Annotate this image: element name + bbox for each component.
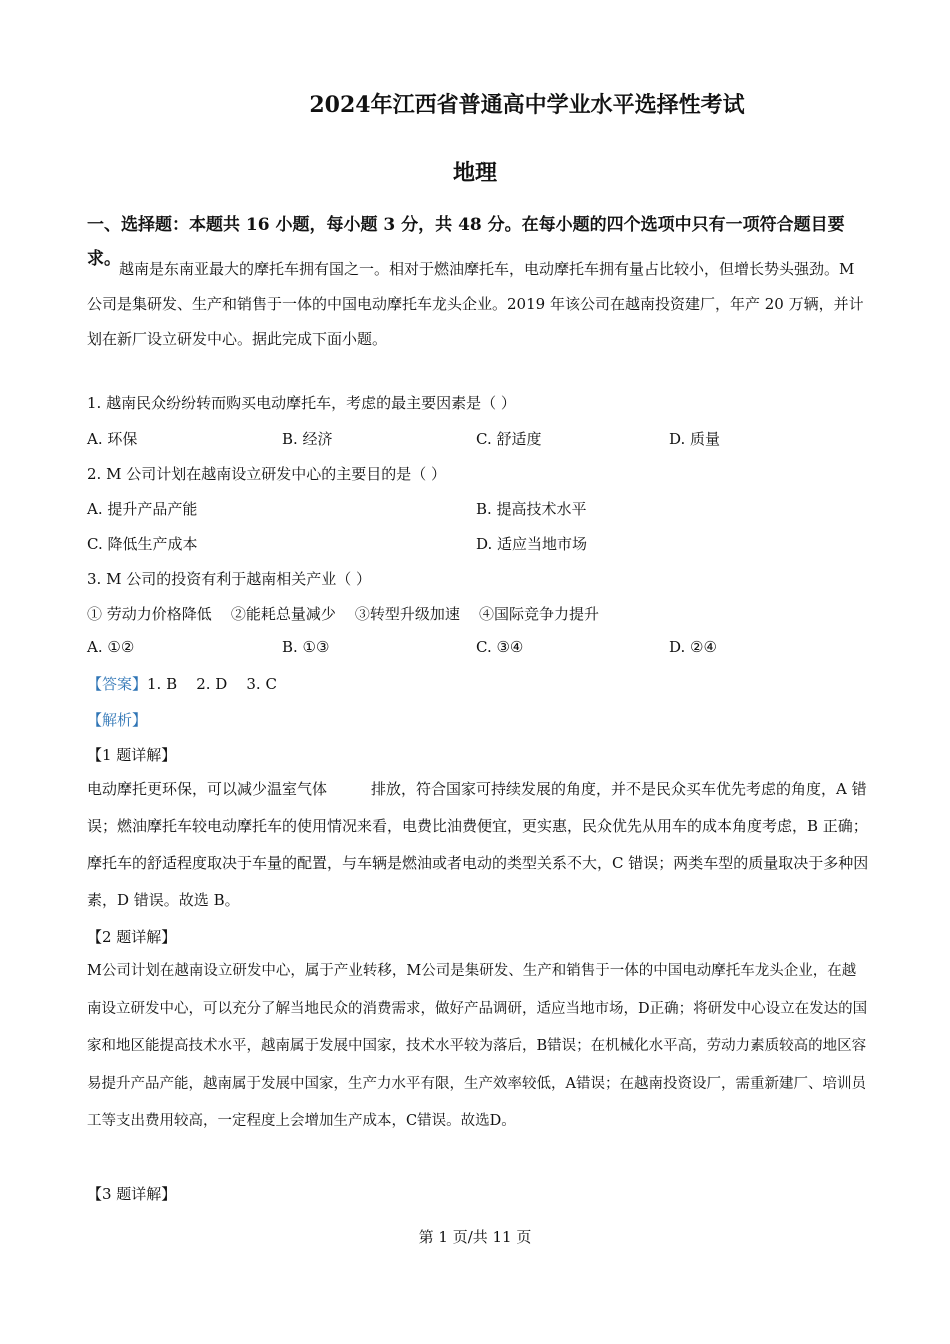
question-3-option-c: C. ③④ xyxy=(476,638,524,656)
subject-title: 地理 xyxy=(452,160,497,186)
question-1-option-c: C. 舒适度 xyxy=(476,430,542,448)
question-1-option-d: D. 质量 xyxy=(669,430,721,448)
detail-1-text-a: 电动摩托更环保，可以减少温室气体 xyxy=(87,780,328,798)
detail-1-text xyxy=(87,771,869,919)
question-3-statements: ① 劳动力价格降低 ②能耗总量减少 ③转型升级加速 ④国际竞争力提升 xyxy=(87,605,599,623)
question-2-option-d: D. 适应当地市场 xyxy=(476,535,588,553)
question-2-option-c: C. 降低生产成本 xyxy=(87,535,198,553)
question-1-option-b: B. 经济 xyxy=(282,430,333,448)
question-3-option-b: B. ①③ xyxy=(282,638,330,656)
intro-passage: 越南是东南亚最大的摩托车拥有国之一。相对于燃油摩托车，电动摩托车拥有量占比较小，但增长势头强劲。M 公司是集研发、生产和销售于一体的中国电动摩托车龙头企业。2019 年该公司在越南投资建厂，年产 20 万辆，并计划在新厂设立研发中心。据此完成下面小题。 xyxy=(87,260,864,348)
question-3-stem: 3. M 公司的投资有利于越南相关产业（ ） xyxy=(87,570,371,588)
answer-label: 【答案】 xyxy=(87,675,148,693)
question-3-option-a: A. ①② xyxy=(87,638,135,656)
analysis-label: 【解析】 xyxy=(87,711,148,729)
answer-text: 1. B 2. D 3. C xyxy=(147,675,277,693)
detail-2-text: M公司计划在越南设立研发中心，属于产业转移，M公司是集研发、生产和销售于一体的中国电动摩托车龙头企业，在越南设立研发中心，可以充分了解当地民众的消费需求，做好产品调研，适应当地市场，D正确；将研发中心设立在发达的国家和地区能提高技术水平，越南属于发展中国家，技术水平较为落后，B错误；在机械化水平高，劳动力素质较高的地区容易提升产品产能，越南属于发展中国家，生产力水平有限，生产效率较低，A错误；在越南投资设厂，需重新建厂、培训员工等支出费用较高，一定程度上会增加生产成本，C错误。故选D。 xyxy=(87,963,868,1129)
question-2-option-b: B. 提高技术水平 xyxy=(476,500,587,518)
page-footer: 第 1 页/共 11 页 xyxy=(418,1228,532,1246)
detail-1-text-b: 排放，符合国家可持续发展的角度，并不是民众买车优先考虑的角度，A 错误；燃油摩托车较电动摩托车的使用情况来看，电费比油费便宜，更实惠，民众优先从用车的成本角度考虑，B 正确；摩托车的舒适程度取决于车量的配置，与车辆是燃油或者电动的类型关系不大，C 错误；两类车型的质量取决于多种因素，D 错误。故选 B。 xyxy=(87,780,869,909)
detail-2-label: 【2 题详解】 xyxy=(87,928,177,946)
answer-line xyxy=(87,673,277,694)
question-3-option-d: D. ②④ xyxy=(669,638,717,656)
detail-3-label: 【3 题详解】 xyxy=(87,1185,177,1203)
detail-1-label: 【1 题详解】 xyxy=(87,746,177,764)
question-2-stem: 2. M 公司计划在越南设立研发中心的主要目的是（ ） xyxy=(87,465,446,483)
exam-title: 2024年江西省普通高中学业水平选择性考试 xyxy=(309,92,745,118)
question-2-option-a: A. 提升产品产能 xyxy=(87,500,198,518)
question-1-stem: 1. 越南民众纷纷转而购买电动摩托车，考虑的最主要因素是（ ） xyxy=(87,394,516,412)
question-1-option-a: A. 环保 xyxy=(87,430,138,448)
section-heading: 一、选择题：本题共 16 小题，每小题 3 分，共 48 分。在每小题的四个选项中只有一项符合题目要求。 xyxy=(87,215,845,269)
